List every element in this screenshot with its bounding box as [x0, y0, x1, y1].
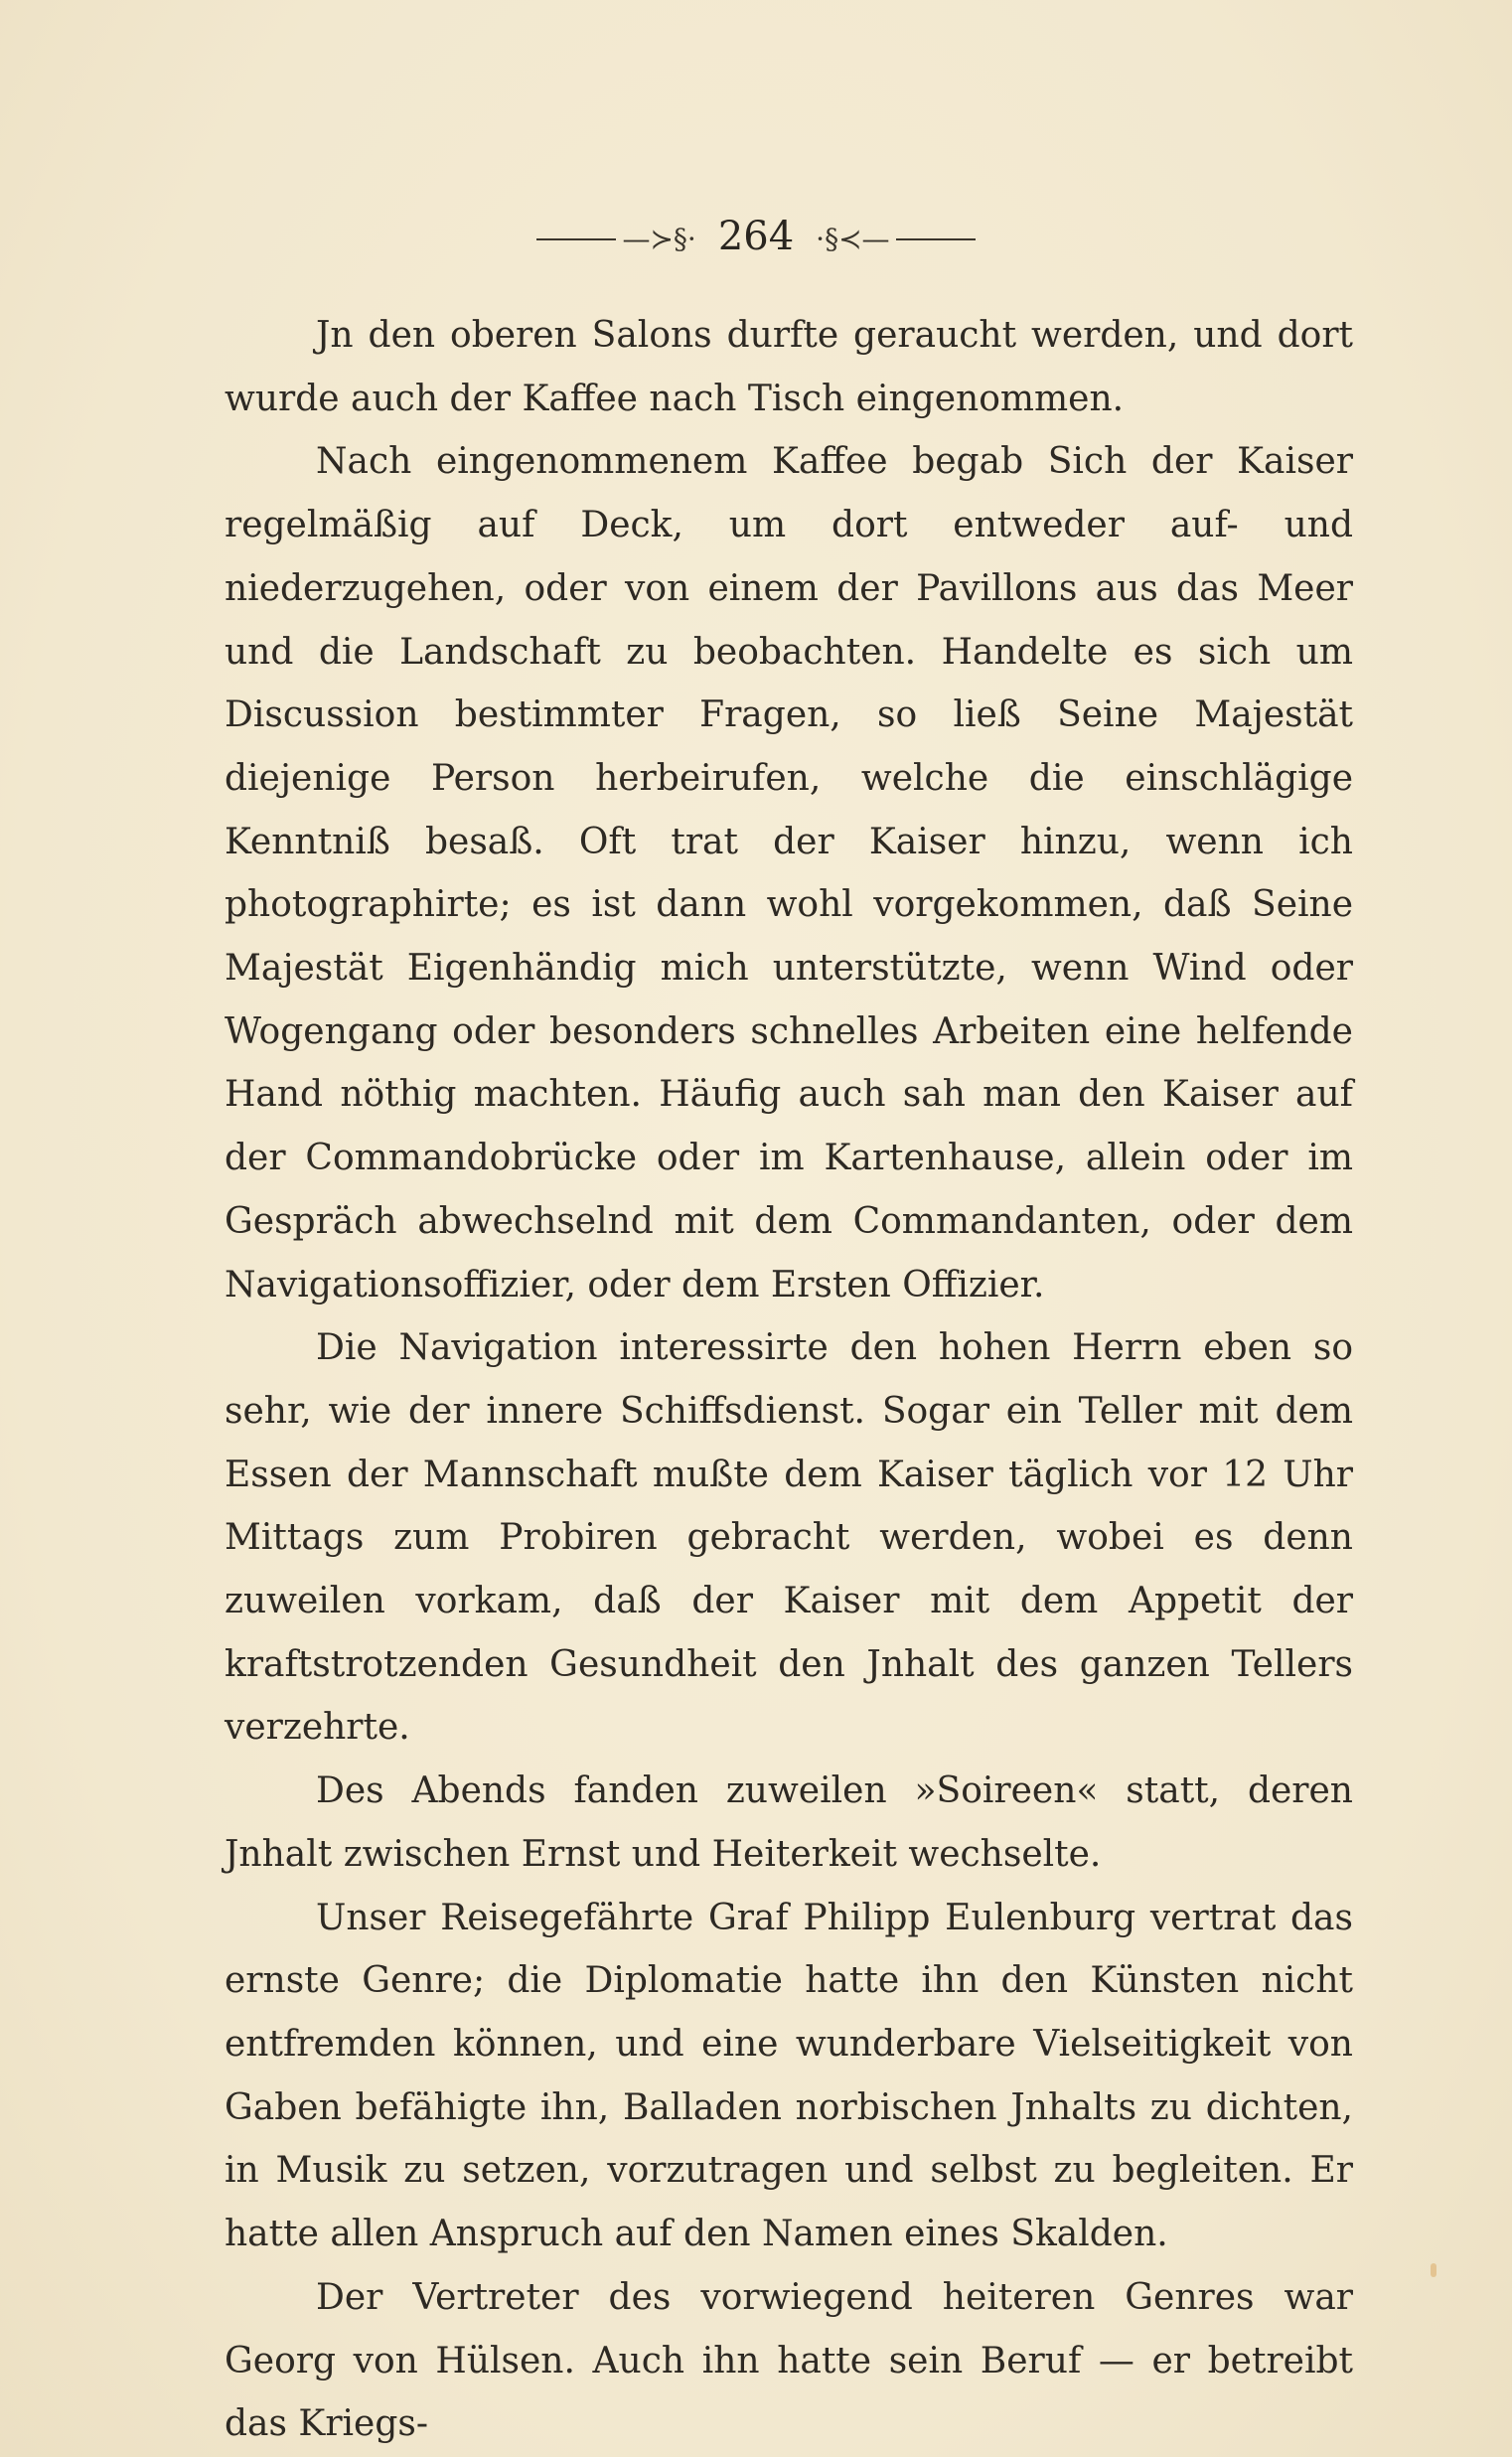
header-rule-right	[896, 238, 976, 240]
header-ornament-right: ·§≺—	[816, 223, 890, 255]
header-rule-left	[536, 238, 616, 240]
paragraph: Der Vertreter des vorwiegend heiteren Genres war Georg von Hülsen. Auch ihn hatte sein Beruf — er betreibt das Kriegs-	[225, 2276, 1353, 2445]
paragraph: Unser Reisegefährte Graf Philipp Eulenburg vertrat das ernste Genre; die Diplomatie hatte ihn den Künsten nicht entfremden können, und eine wunderbare Vielseitigkeit von Gaben befähigte ihn, Balladen norbischen Jnhalts zu dichten, in Musik zu setzen, vorzutragen und selbst zu begleiten. Er hatte allen Anspruch auf den Namen eines Skalden.	[225, 1897, 1353, 2255]
page-number: 264	[717, 214, 795, 259]
paragraph: Die Navigation interessirte den hohen Herrn eben so sehr, wie der innere Schiffsdienst. Sogar ein Teller mit dem Essen der Mannschaft mußte dem Kaiser täglich vor 12 Uhr Mittags zum Probiren gebracht werden, wobei es denn zuweilen vorkam, daß der Kaiser mit dem Appetit der kraftstrotzenden Gesundheit den Jnhalt des ganzen Tellers verzehrte.	[225, 1327, 1353, 1749]
body-text	[225, 304, 1353, 2456]
paragraph: Nach eingenommenem Kaffee begab Sich der Kaiser regelmäßig auf Deck, um dort entweder auf- und niederzugehen, oder von einem der Pavillons aus das Meer und die Landschaft zu beobachten. Handelte es sich um Discussion bestimmter Fragen, so ließ Seine Majestät diejenige Person herbeirufen, welche die einschlägige Kenntniß besaß. Oft trat der Kaiser hinzu, wenn ich photographirte; es ist dann wohl vorgekommen, daß Seine Majestät Eigenhändig mich unterstützte, wenn Wind oder Wogengang oder besonders schnelles Arbeiten eine helfende Hand nöthig machten. Häufig auch sah man den Kaiser auf der Commandobrücke oder im Kartenhause, allein oder im Gespräch abwechselnd mit dem Commandanten, oder dem Navigationsoffizier, oder dem Ersten Offizier.	[225, 441, 1353, 1305]
paragraph: Jn den oberen Salons durfte geraucht werden, und dort wurde auch der Kaffee nach Tisch eingenommen.	[225, 315, 1353, 419]
paragraph: Des Abends fanden zuweilen »Soireen« statt, deren Jnhalt zwischen Ernst und Heiterkeit wechselte.	[225, 1770, 1353, 1875]
page-header	[0, 211, 1512, 265]
paper-speck	[1431, 2263, 1436, 2277]
header-ornament-left: —≻§·	[622, 223, 696, 255]
